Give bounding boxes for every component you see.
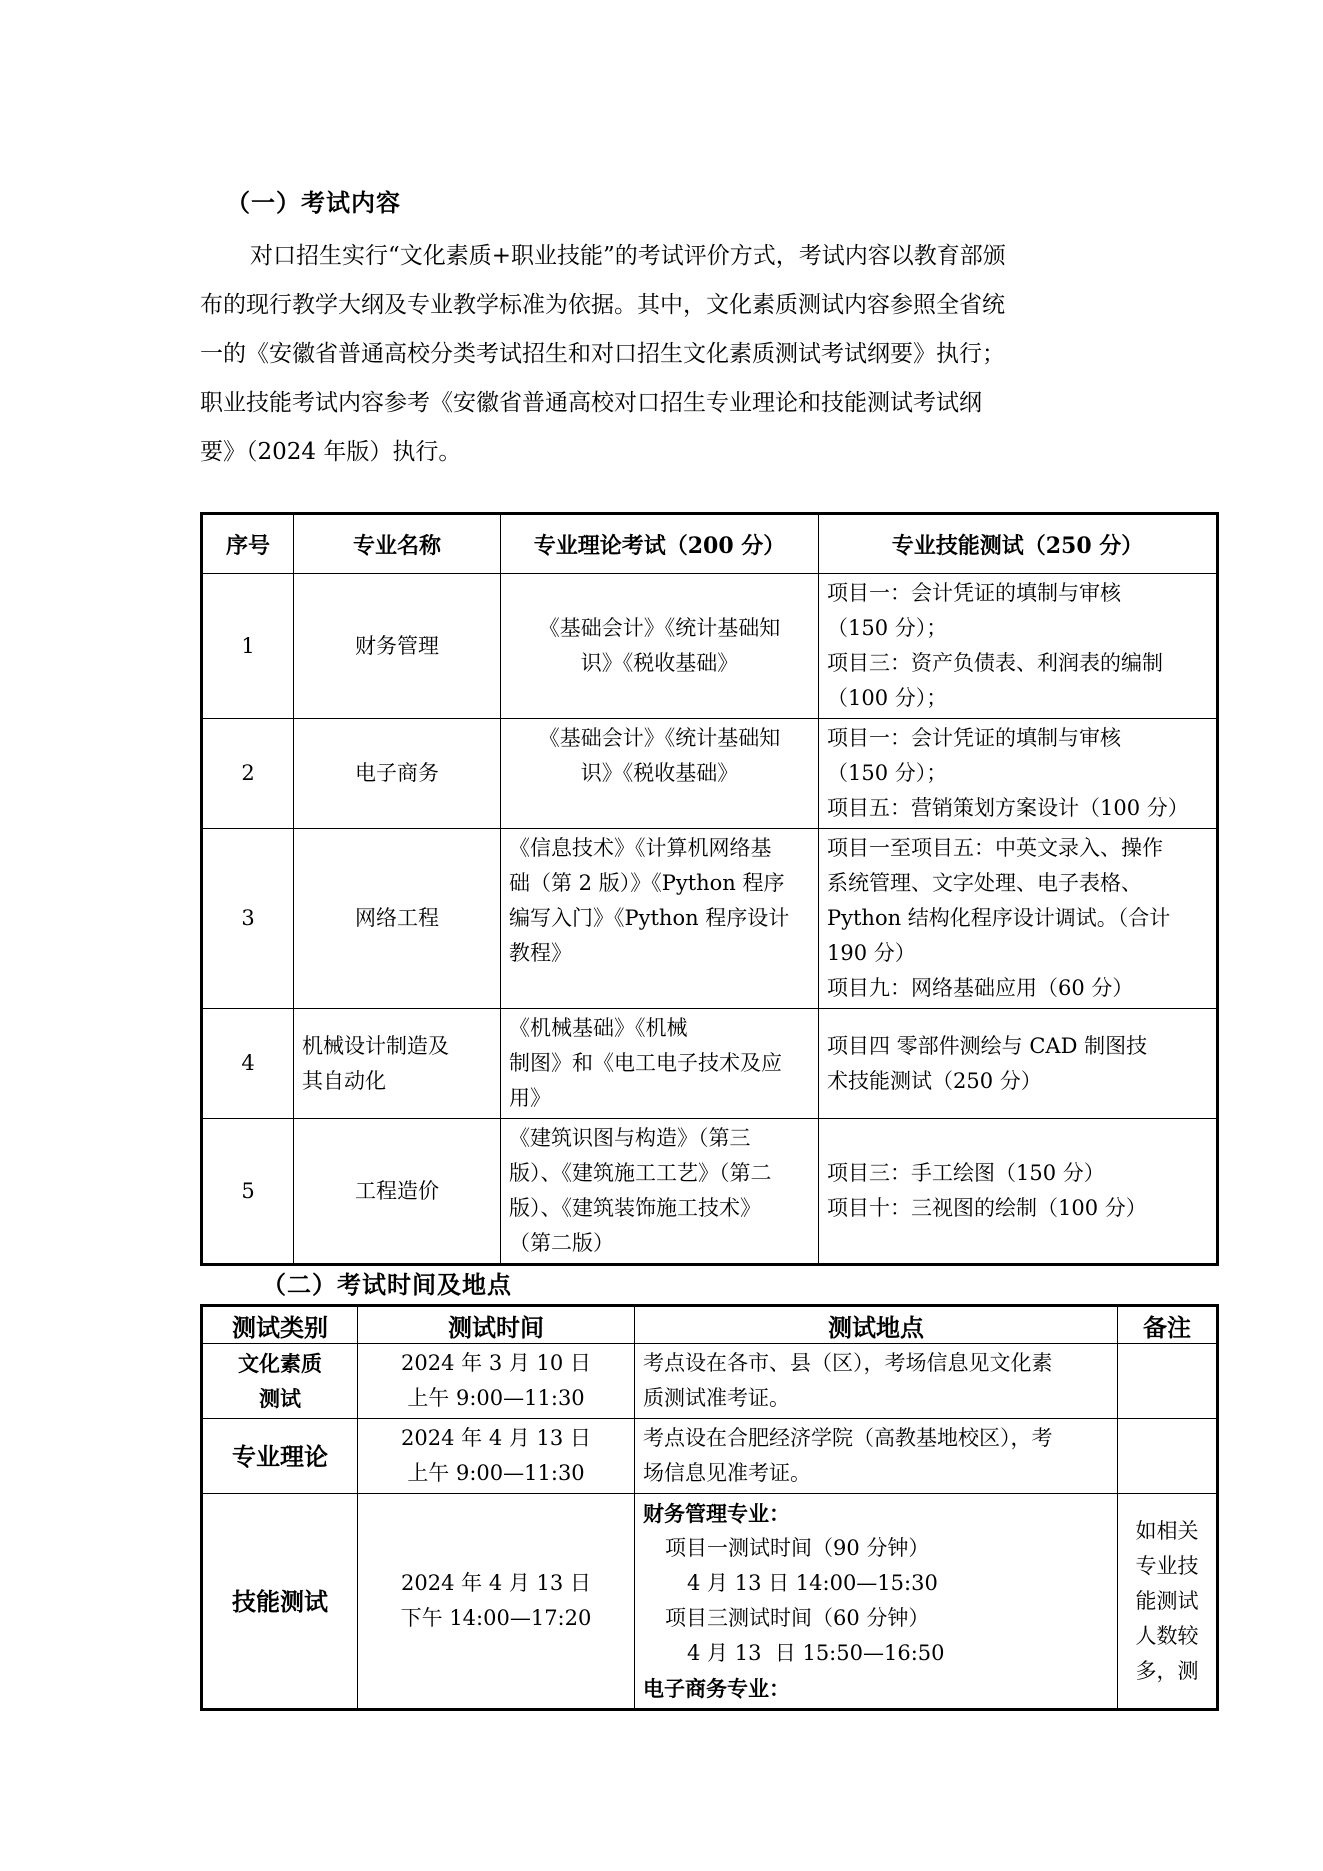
theory-line: （第二版） (509, 1231, 614, 1255)
row-major: 网络工程 (294, 829, 501, 1009)
table-header-row (202, 514, 1218, 574)
time-line: 2024 年 3 月 10 日 (401, 1351, 591, 1375)
theory-line: 制图》和《电工电子技术及应 (509, 1051, 782, 1075)
theory-line: 《机械基础》《机械 (509, 1016, 688, 1040)
row-place (635, 1419, 1118, 1494)
theory-line: 版）、《建筑施工工艺》（第二 (509, 1161, 772, 1185)
row-no: 1 (202, 574, 294, 719)
table-row (202, 1009, 1218, 1119)
note-line: 人数较 (1135, 1623, 1199, 1648)
row-skill (819, 1119, 1218, 1265)
theory-line: 识》《税收基础》 (580, 761, 739, 785)
table-header-row (202, 1306, 1218, 1344)
paragraph-line: 布的现行教学大纲及专业教学标准为依据。其中，文化素质测试内容参照全省统 (200, 292, 1005, 318)
major-line: 机械设计制造及 (302, 1033, 449, 1058)
row-no: 4 (202, 1009, 294, 1119)
theory-line: 《信息技术》《计算机网络基 (509, 836, 772, 860)
place-line: 项目一测试时间（90 分钟） (665, 1536, 930, 1560)
row-category: 专业理论 (202, 1419, 358, 1494)
theory-line: 教程》 (509, 941, 572, 965)
place-line: 场信息见准考证。 (643, 1461, 811, 1485)
table-row (202, 719, 1218, 829)
table-row (202, 1494, 1218, 1710)
skill-line: 术技能测试（250 分） (827, 1068, 1042, 1093)
time-line: 上午 9:00—11:30 (407, 1386, 585, 1410)
row-note (1118, 1494, 1218, 1710)
skill-line: （150 分）； (827, 761, 948, 785)
skill-line: 项目三：手工绘图（150 分） (827, 1161, 1105, 1185)
row-time (358, 1419, 635, 1494)
skill-line: 项目九：网络基础应用（60 分） (827, 976, 1134, 1000)
major-line: 其自动化 (302, 1068, 386, 1093)
skill-line: Python 结构化程序设计调试。（合计 (827, 906, 1171, 930)
note-line: 专业技 (1135, 1553, 1199, 1578)
theory-line: 《基础会计》《统计基础知 (538, 726, 781, 750)
row-place (635, 1344, 1118, 1419)
time-line: 2024 年 4 月 13 日 (401, 1426, 591, 1450)
place-line: 电子商务专业： (643, 1676, 790, 1701)
place-line: 项目三测试时间（60 分钟） (665, 1606, 930, 1630)
row-note (1118, 1344, 1218, 1419)
skill-line: 项目十：三视图的绘制（100 分） (827, 1196, 1147, 1220)
row-theory (501, 1009, 819, 1119)
theory-line: 用》 (509, 1086, 551, 1110)
note-line: 多，测 (1135, 1658, 1199, 1683)
time-line: 上午 9:00—11:30 (407, 1461, 585, 1485)
category-line: 测试 (259, 1386, 301, 1411)
theory-line: 础（第 2 版）》《Python 程序 (509, 871, 785, 895)
skill-line: 项目三：资产负债表、利润表的编制 (827, 651, 1163, 675)
note-line: 能测试 (1135, 1588, 1199, 1613)
row-time (358, 1494, 635, 1710)
row-skill (819, 574, 1218, 719)
header-theory: 专业理论考试（200 分） (501, 514, 819, 574)
category-line: 文化素质 (238, 1351, 322, 1376)
skill-line: 系统管理、文字处理、电子表格、 (827, 871, 1142, 895)
section2-heading: （二）考试时间及地点 (262, 1270, 512, 1299)
time-line: 下午 14:00—17:20 (400, 1606, 592, 1630)
table-row (202, 1119, 1218, 1265)
header-time: 测试时间 (358, 1306, 635, 1344)
section1-paragraph (200, 232, 1140, 477)
table-row (202, 574, 1218, 719)
place-line: 4 月 13 日 15:50—16:50 (687, 1641, 945, 1665)
paragraph-line: 一的《安徽省普通高校分类考试招生和对口招生文化素质测试考试纲要》执行； (200, 341, 1005, 367)
header-no: 序号 (202, 514, 294, 574)
place-line: 4 月 13 日 14:00—15:30 (687, 1571, 938, 1595)
theory-line: 版）、《建筑装饰施工技术》 (509, 1196, 761, 1220)
row-no: 2 (202, 719, 294, 829)
row-no: 5 (202, 1119, 294, 1265)
row-no: 3 (202, 829, 294, 1009)
row-major: 工程造价 (294, 1119, 501, 1265)
skill-line: 项目一：会计凭证的填制与审核 (827, 726, 1121, 750)
row-theory (501, 1119, 819, 1265)
row-major (294, 1009, 501, 1119)
row-theory (501, 719, 819, 829)
exam-schedule-table (200, 1304, 1219, 1711)
row-theory (501, 574, 819, 719)
header-place: 测试地点 (635, 1306, 1118, 1344)
skill-line: 项目一至项目五：中英文录入、操作 (827, 836, 1163, 860)
skill-line: 项目一：会计凭证的填制与审核 (827, 581, 1121, 605)
table-row (202, 1344, 1218, 1419)
row-skill (819, 719, 1218, 829)
paragraph-line: 对口招生实行“文化素质+职业技能”的考试评价方式，考试内容以教育部颁 (250, 243, 1006, 269)
place-line: 考点设在合肥经济学院（高教基地校区），考 (643, 1426, 1053, 1450)
note-line: 如相关 (1135, 1518, 1199, 1543)
row-major: 财务管理 (294, 574, 501, 719)
skill-line: （150 分）； (827, 616, 948, 640)
place-line: 财务管理专业： (643, 1501, 790, 1526)
place-line: 质测试准考证。 (643, 1386, 790, 1410)
paragraph-line: 职业技能考试内容参考《安徽省普通高校对口招生专业理论和技能测试考试纲 (200, 390, 982, 416)
row-note (1118, 1419, 1218, 1494)
row-category (202, 1344, 358, 1419)
place-line: 考点设在各市、县（区），考场信息见文化素 (643, 1351, 1053, 1375)
row-category: 技能测试 (202, 1494, 358, 1710)
theory-line: 编写入门》《Python 程序设计 (509, 906, 790, 930)
row-skill (819, 1009, 1218, 1119)
paragraph-line: 要》（2024 年版）执行。 (200, 439, 462, 465)
header-major: 专业名称 (294, 514, 501, 574)
header-skill: 专业技能测试（250 分） (819, 514, 1218, 574)
row-major: 电子商务 (294, 719, 501, 829)
header-category: 测试类别 (202, 1306, 358, 1344)
theory-line: 识》《税收基础》 (580, 651, 739, 675)
time-line: 2024 年 4 月 13 日 (401, 1571, 591, 1595)
table-row (202, 1419, 1218, 1494)
skill-line: 190 分） (827, 941, 916, 965)
row-theory (501, 829, 819, 1009)
skill-line: （100 分）； (827, 686, 948, 710)
row-place (635, 1494, 1118, 1710)
skill-line: 项目五：营销策划方案设计（100 分） (827, 796, 1189, 820)
row-time (358, 1344, 635, 1419)
header-note: 备注 (1118, 1306, 1218, 1344)
exam-content-table (200, 512, 1219, 1266)
table-row (202, 829, 1218, 1009)
section1-heading: （一）考试内容 (226, 188, 401, 217)
theory-line: 《建筑识图与构造》（第三 (509, 1126, 751, 1150)
theory-line: 《基础会计》《统计基础知 (538, 616, 781, 640)
row-skill (819, 829, 1218, 1009)
skill-line: 项目四 零部件测绘与 CAD 制图技 (827, 1033, 1148, 1058)
